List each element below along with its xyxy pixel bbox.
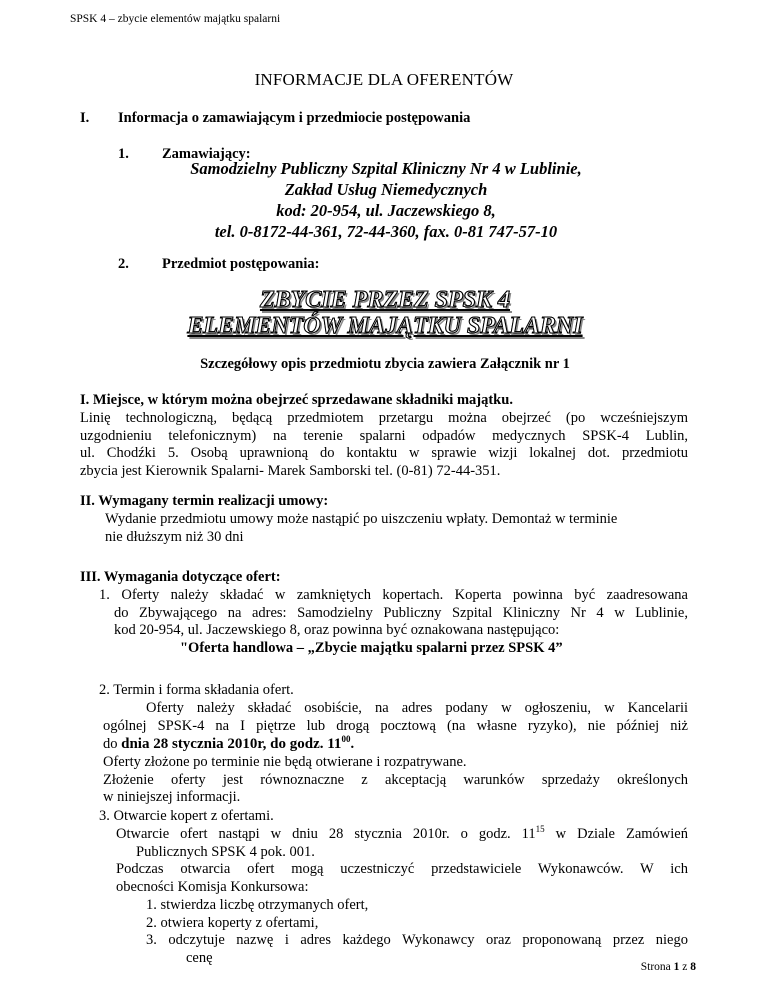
term-heading: II. Wymagany termin realizacji umowy:	[80, 493, 329, 509]
text-line: Złożenie oferty jest równoznaczne z akceptacją warunków sprzedaży określonych	[103, 771, 688, 788]
text-line: w niniejszej informacji.	[103, 789, 241, 806]
point-2-body	[103, 700, 688, 735]
text-line: nie dłuższym niż 30 dni	[105, 528, 244, 545]
address-line: Samodzielny Publiczny Szpital Kliniczny Nr 4 w Lublinie,	[190, 159, 582, 178]
text-line: 1. Oferty należy składać w zamkniętych kopertach. Koperta powinna być zaadresowana	[99, 587, 688, 603]
text-line: Oferty należy składać osobiście, na adres podany w ogłoszeniu, w Kancelarii	[146, 700, 688, 716]
text-line: Wydanie przedmiotu umowy może nastąpić po uiszczeniu wpłaty. Demontaż w terminie	[105, 511, 618, 527]
place-paragraph	[80, 410, 688, 481]
list-item: 3. odczytuje nazwę i adres każdego Wykonawcy oraz proponowaną przez niego	[146, 932, 688, 949]
subject-title-line1: ZBYCIE PRZEZ SPSK 4	[259, 287, 511, 313]
requirements-heading: III. Wymagania dotyczące ofert:	[80, 569, 281, 585]
term-paragraph	[105, 511, 617, 546]
contractor-address	[162, 158, 610, 242]
text-line: ul. Chodźki 5. Osobą uprawnioną do kontaktu w sprawie wizji lokalnej dot. przedmiotu	[80, 445, 688, 462]
list-item-continuation: cenę	[186, 949, 213, 966]
address-line: kod: 20-954, ul. Jaczewskiego 8,	[276, 201, 496, 220]
requirements-point-1	[99, 587, 688, 640]
point-3-body	[116, 826, 688, 968]
point-2-after	[103, 754, 688, 807]
running-header: SPSK 4 – zbycie elementów majątku spalarni	[70, 13, 281, 25]
deadline-date: dnia 28 stycznia 2010r, do godz. 11	[121, 736, 342, 752]
section-heading: Informacja o zamawiającym i przedmiocie postępowania	[118, 110, 471, 126]
page-number: Strona 1 z 8	[640, 961, 696, 973]
list-item: 1. stwierdza liczbę otrzymanych ofert,	[146, 896, 369, 913]
address-line: Zakład Usług Niemedycznych	[284, 180, 488, 199]
item-label: Zamawiający:	[162, 146, 251, 162]
text: .	[350, 736, 355, 752]
text-line: Podczas otwarcia ofert mogą uczestniczyć przedstawiciele Wykonawców. W ich	[116, 861, 688, 878]
text-line: kod 20-954, ul. Jaczewskiego 8, oraz powinna być oznakowana następująco:	[114, 622, 560, 639]
subject-title-line2: ELEMENTÓW MAJĄTKU SPALARNI	[187, 313, 583, 339]
address-line: tel. 0-8172-44-361, 72-44-360, fax. 0-81 747-57-10	[214, 222, 558, 241]
item-label: Przedmiot postępowania:	[162, 256, 320, 272]
text: do	[103, 736, 122, 752]
item-number: 1.	[118, 146, 129, 162]
attachment-note: Szczegółowy opis przedmiotu zbycia zawiera Załącznik nr 1	[200, 356, 570, 372]
point-2-title: 2. Termin i forma składania ofert.	[99, 682, 294, 698]
text-line: ogólnej SPSK-4 na I piętrze lub drogą pocztową (na własne ryzyko), nie później niż	[103, 717, 688, 734]
text-line: uzgodnieniu telefonicznym) na terenie spalarni odpadów medycznych SPSK-4 Lublin,	[80, 427, 688, 444]
text-line: Otwarcie ofert nastąpi w dniu 28 stycznia 2010r. o godz. $11^{15}$ w Dziale Zamówień	[116, 824, 688, 842]
text-line: Oferty złożone po terminie nie będą otwierane i rozpatrywane.	[103, 754, 467, 770]
item-number: 2.	[118, 256, 129, 272]
page-title: INFORMACJE DLA OFERENTÓW	[254, 70, 514, 89]
text-line: zbycia jest Kierownik Spalarni- Marek Samborski tel. (0-81) 72-44-351.	[80, 463, 501, 480]
list-item: 2. otwiera koperty z ofertami,	[146, 914, 319, 931]
text-line: obecności Komisja Konkursowa:	[116, 879, 309, 896]
text-line: do Zbywającego na adres: Samodzielny Publiczny Szpital Kliniczny Nr 4 w Lublinie,	[114, 604, 688, 621]
deadline-line	[103, 736, 354, 754]
section-number: I.	[80, 110, 90, 126]
place-heading: I. Miejsce, w którym można obejrzeć sprzedawane składniki majątku.	[80, 392, 513, 408]
envelope-marking: "Oferta handlowa – „Zbycie majątku spalarni przez SPSK 4”	[180, 640, 563, 656]
point-3-title: 3. Otwarcie kopert z ofertami.	[99, 808, 274, 824]
text-line: Publicznych SPSK 4 pok. 001.	[136, 843, 315, 860]
text-line: Linię technologiczną, będącą przedmiotem przetargu można obejrzeć (po wcześniejszym	[80, 410, 688, 426]
deadline-minutes: 00	[341, 734, 351, 745]
